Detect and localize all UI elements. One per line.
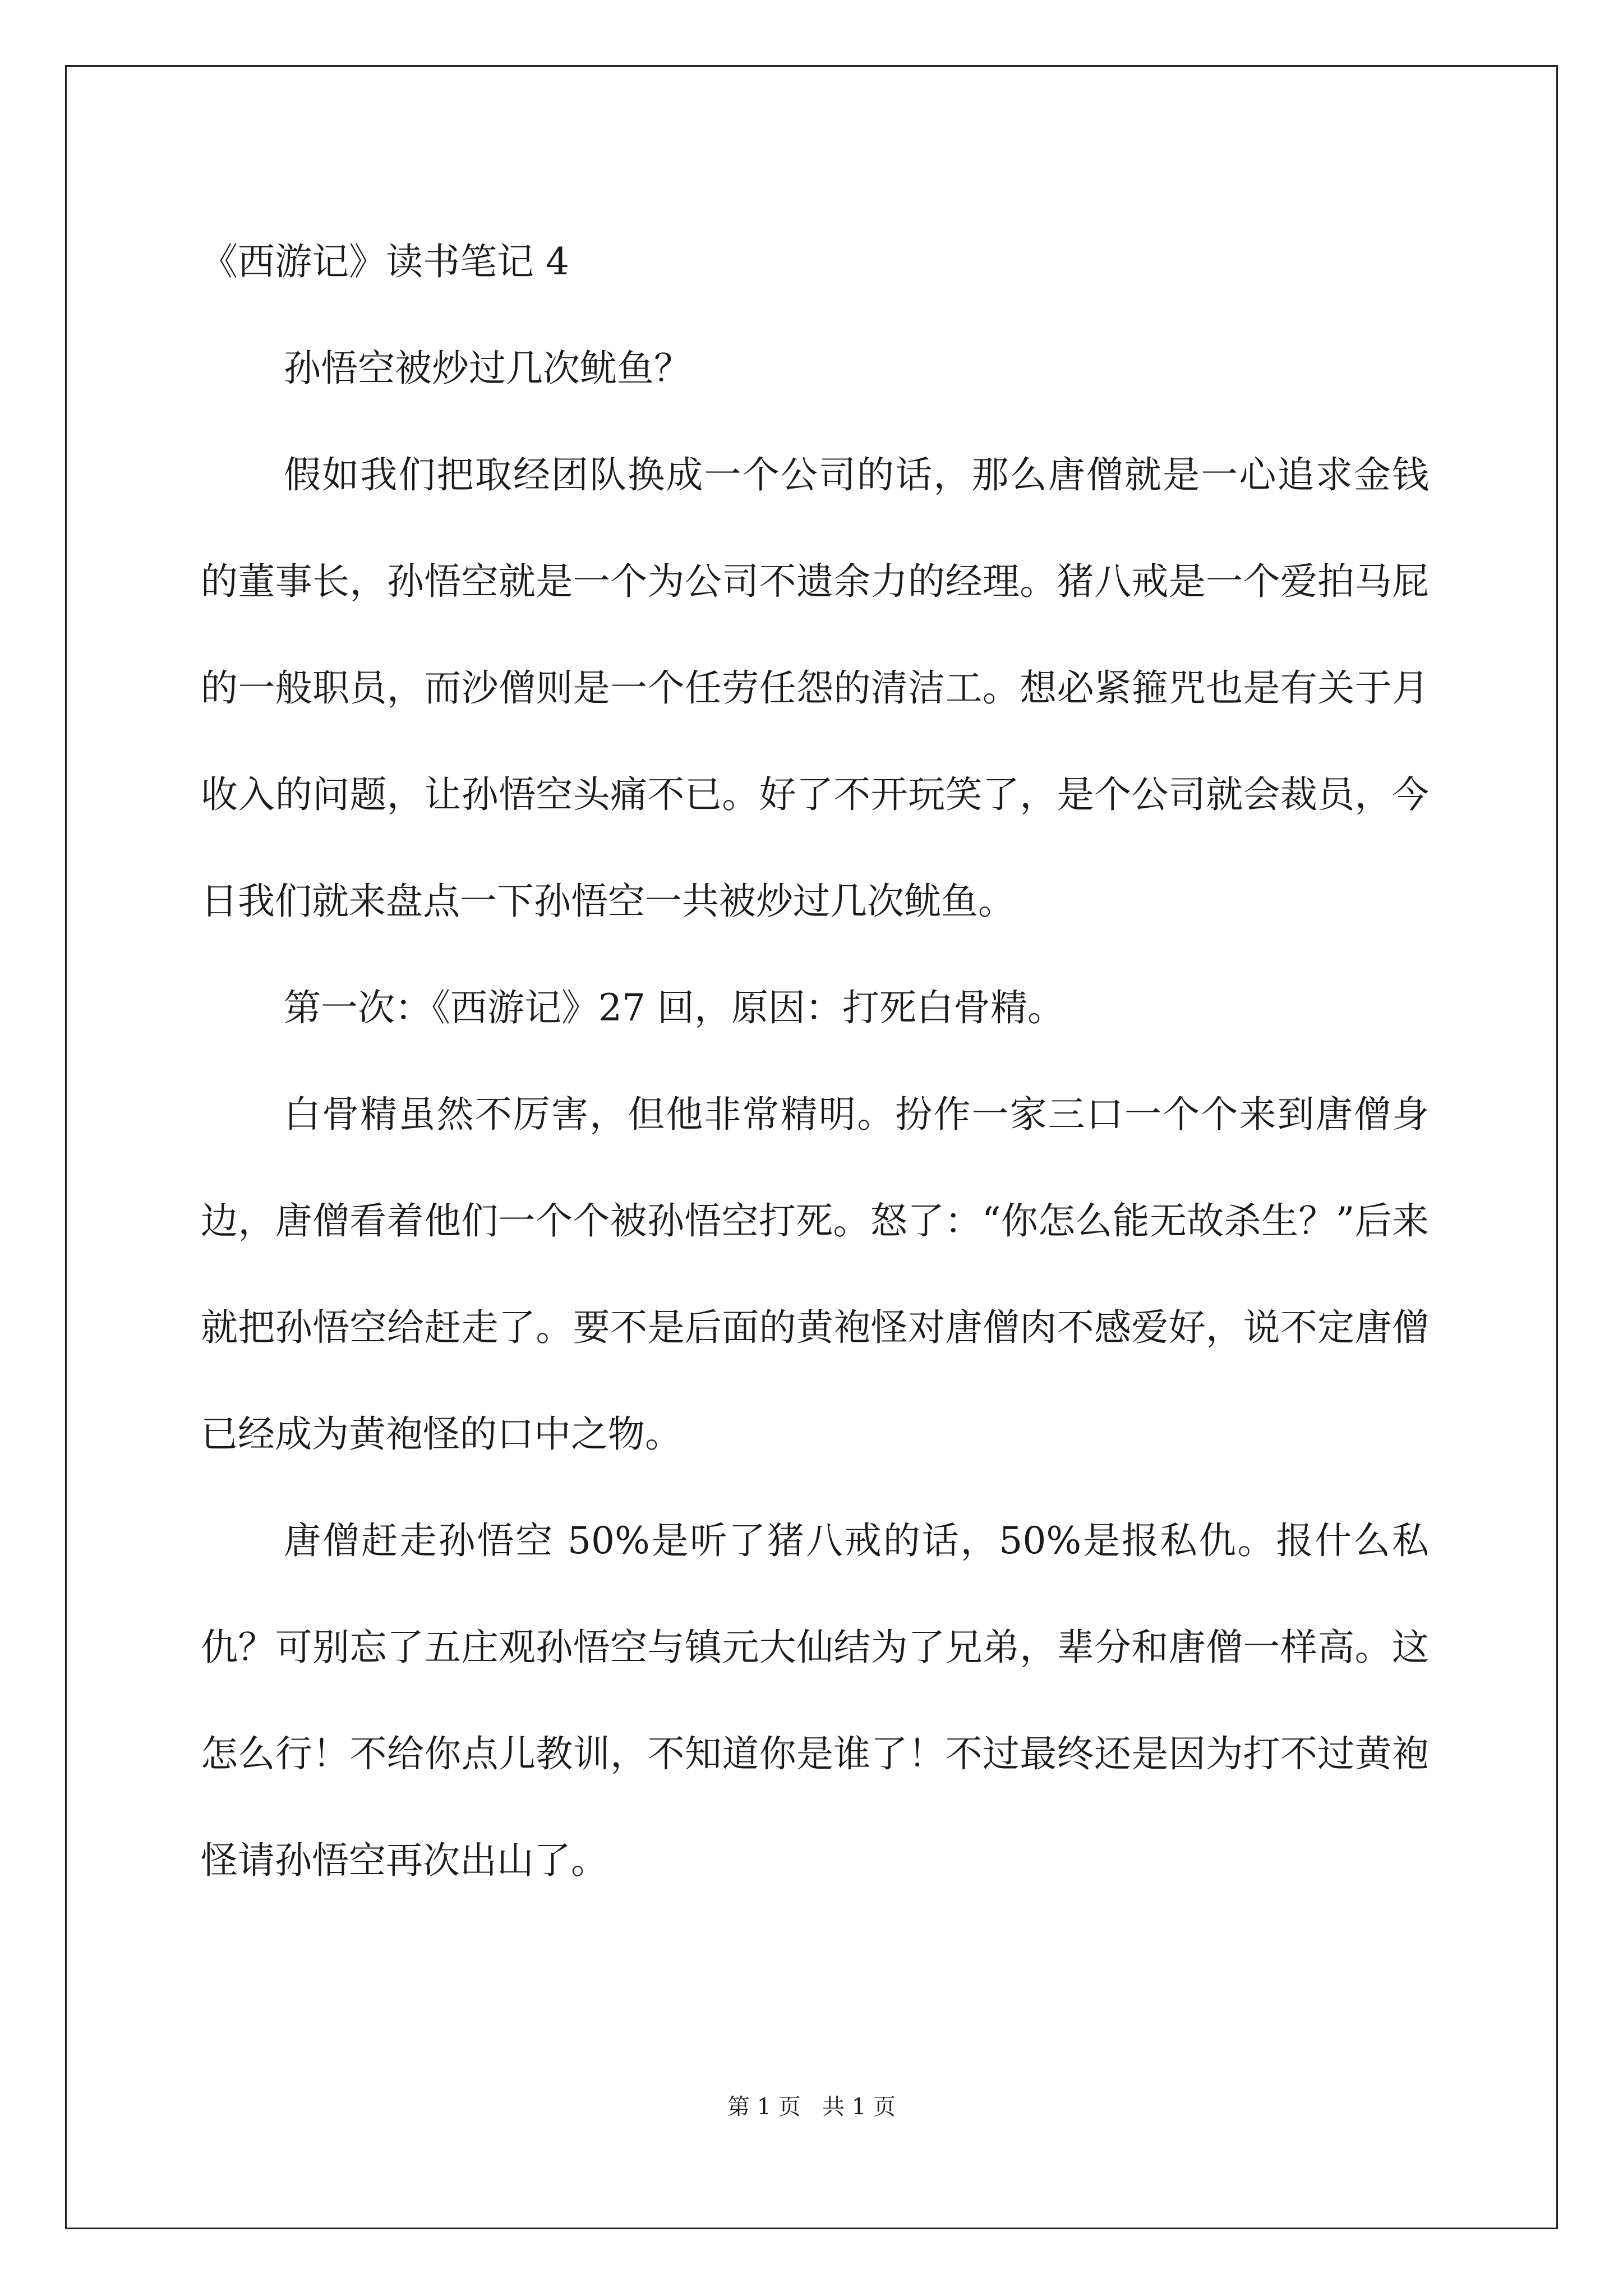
paragraph-question: 孙悟空被炒过几次鱿鱼？	[284, 347, 691, 390]
paragraph-white-bone-demon: 白骨精虽然不厉害，但他非常精明。扮作一家三口一个个来到唐僧身边，唐僧看着他们一个个被孙悟空打死。怒了：“你怎么能无故杀生？”后来就把孙悟空给赶走了。要不是后面的黄袍怪对唐僧肉不感爱好，说不定唐僧已经成为黄袍怪的口中之物。	[201, 1093, 1429, 1456]
paragraph-first-time: 第一次：《西游记》27 回，原因：打死白骨精。	[284, 986, 1064, 1029]
document-title: 《西游记》读书笔记 4	[201, 240, 569, 283]
paragraph-intro: 假如我们把取经团队换成一个公司的话，那么唐僧就是一心追求金钱的董事长，孙悟空就是一个为公司不遗余力的经理。猪八戒是一个爱拍马屁的一般职员，而沙僧则是一个任劳任怨的清洁工。想必紧箍咒也是有关于月收入的问题，让孙悟空头痛不已。好了不开玩笑了，是个公司就会裁员，今日我们就来盘点一下孙悟空一共被炒过几次鱿鱼。	[201, 453, 1429, 923]
paragraph-reasons: 唐僧赶走孙悟空 50%是听了猪八戒的话，50%是报私仇。报什么私仇？可别忘了五庄观孙悟空与镇元大仙结为了兄弟，辈分和唐僧一样高。这怎么行！不给你点儿教训，不知道你是谁了！不过最终还是因为打不过黄袍怪请孙悟空再次出山了。	[201, 1519, 1429, 1882]
page-number-footer: 第 1 页 共 1 页	[727, 2094, 896, 2120]
document-body	[201, 209, 1429, 1914]
